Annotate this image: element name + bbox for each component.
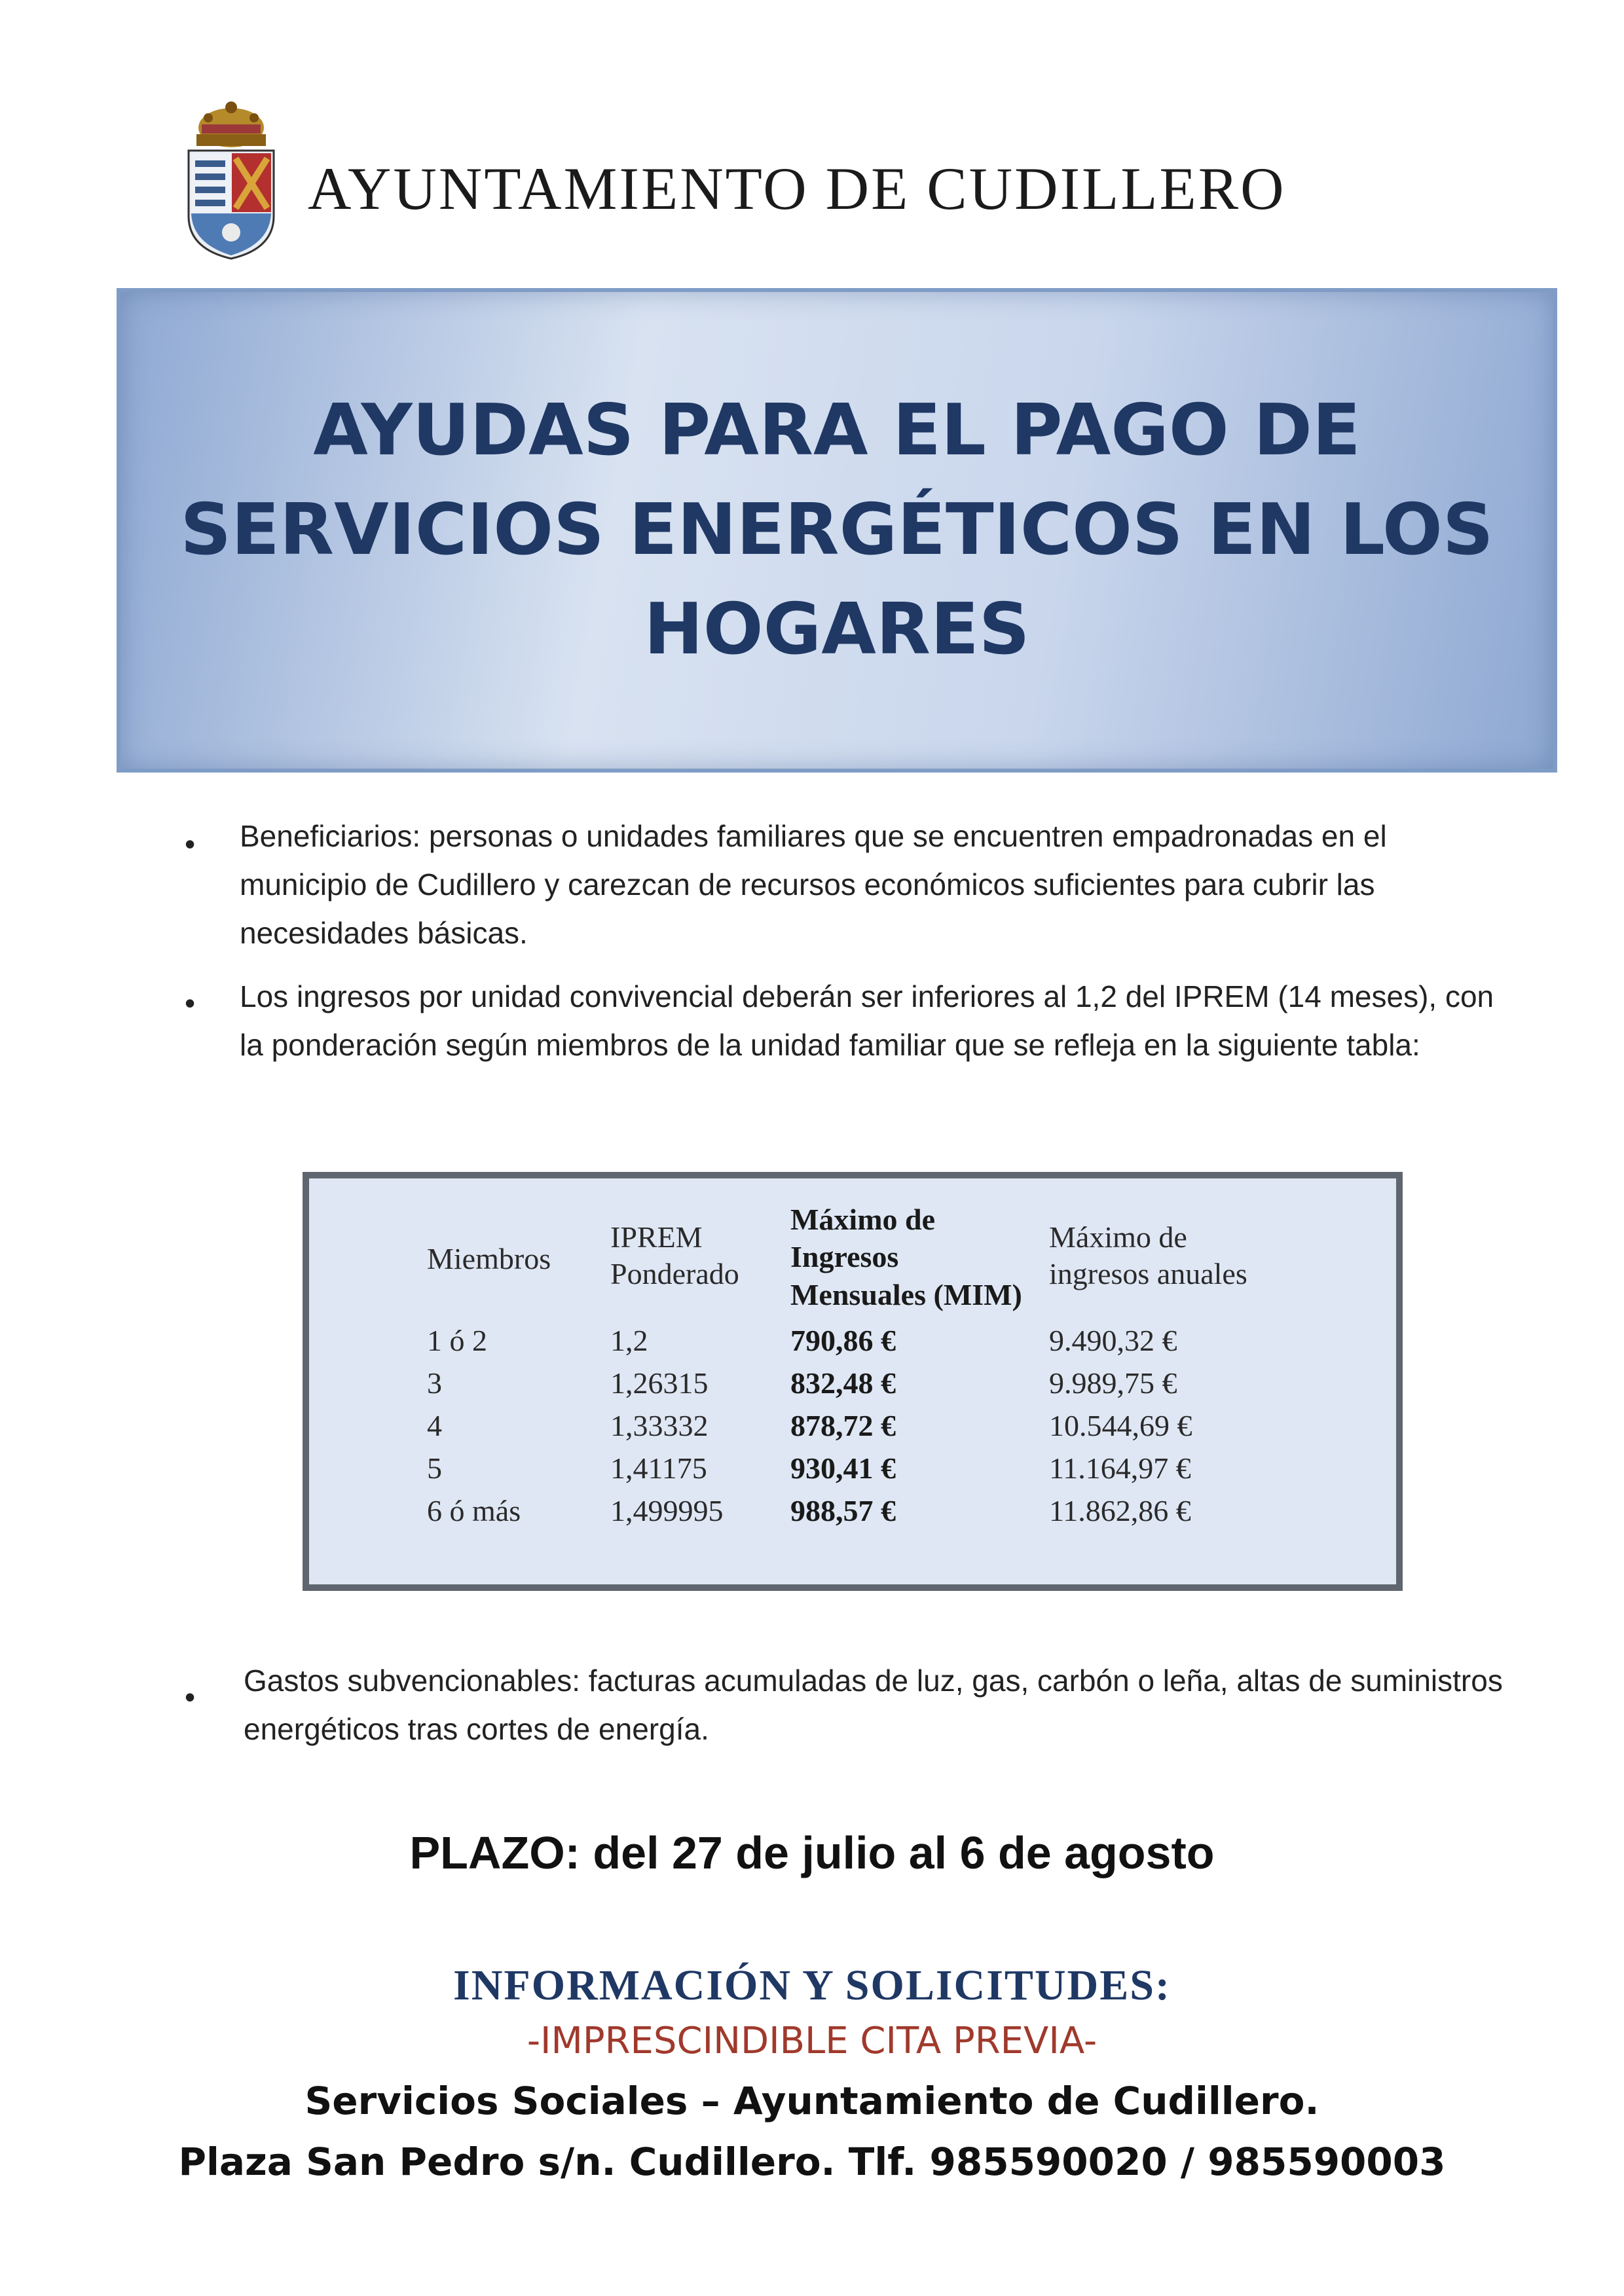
row-2-miembros: 3 <box>427 1366 442 1400</box>
row-2-mim: 832,48 € <box>790 1366 896 1400</box>
organization-name: AYUNTAMIENTO DE CUDILLERO <box>308 155 1286 222</box>
row-2-anual: 9.989,75 € <box>1049 1366 1177 1400</box>
info-title: INFORMACIÓN Y SOLICITUDES: <box>453 1961 1171 2009</box>
row-4-anual: 11.164,97 € <box>1049 1451 1191 1485</box>
gastos-paragraph: Gastos subvencionables: facturas acumuladas de luz, gas, carbón o leña, altas de suministros energéticos tras cortes de energía. <box>244 1664 1503 1746</box>
row-1-anual: 9.490,32 € <box>1049 1324 1177 1357</box>
bullet-dot-icon: • <box>185 827 196 861</box>
header-anual-line-1: Máximo de <box>1049 1220 1187 1254</box>
beneficiarios-paragraph <box>240 812 1510 957</box>
header-mim-line-1: Máximo de <box>790 1203 936 1236</box>
contact-address-phone: Plaza San Pedro s/n. Cudillero. Tlf. 985590020 / 985590003 <box>178 2140 1446 2184</box>
row-3-miembros: 4 <box>427 1409 442 1442</box>
deadline-text: PLAZO: del 27 de julio al 6 de agosto <box>409 1827 1215 1878</box>
banner-title-line-1: AYUDAS PARA EL PAGO DE <box>313 390 1361 471</box>
row-5-mim: 988,57 € <box>790 1494 896 1527</box>
row-1-miembros: 1 ó 2 <box>427 1324 487 1357</box>
banner-title-line-3: HOGARES <box>644 589 1030 670</box>
header-anual-line-2: ingresos anuales <box>1049 1257 1247 1290</box>
contact-office: Servicios Sociales – Ayuntamiento de Cudillero. <box>304 2079 1320 2123</box>
beneficiarios-text: personas o unidades familiares que se encuentren empadronadas en el municipio de Cudillero y carezcan de recursos económicos suficientes para cubrir las necesidades básicas. <box>240 819 1387 950</box>
bullet-dot-icon: • <box>185 986 196 1020</box>
title-banner <box>117 288 1557 773</box>
bullet-dot-icon: • <box>185 1680 196 1714</box>
row-5-miembros: 6 ó más <box>427 1494 521 1527</box>
header-mim-line-3: Mensuales (MIM) <box>790 1278 1022 1311</box>
beneficiarios-label: Beneficiarios: <box>240 819 421 853</box>
row-3-mim: 878,72 € <box>790 1409 896 1442</box>
row-1-iprem: 1,2 <box>610 1324 648 1357</box>
banner-title <box>149 381 1524 680</box>
coat-of-arms-icon <box>182 98 280 262</box>
banner-title-line-2: SERVICIOS ENERGÉTICOS EN LOS <box>180 489 1494 571</box>
row-1-mim: 790,86 € <box>790 1324 896 1357</box>
row-2-iprem: 1,26315 <box>610 1366 709 1400</box>
row-5-iprem: 1,499995 <box>610 1494 724 1527</box>
row-3-iprem: 1,33332 <box>610 1409 709 1442</box>
header-mim-line-2: Ingresos <box>790 1240 899 1273</box>
appointment-notice: -IMPRESCINDIBLE CITA PREVIA- <box>526 2020 1098 2062</box>
header-iprem-line-1: IPREM <box>610 1220 703 1254</box>
row-3-anual: 10.544,69 € <box>1049 1409 1192 1442</box>
row-4-miembros: 5 <box>427 1451 442 1485</box>
income-table <box>303 1172 1403 1591</box>
header-iprem-line-2: Ponderado <box>610 1257 739 1290</box>
header-miembros: Miembros <box>427 1242 551 1275</box>
row-4-iprem: 1,41175 <box>610 1451 707 1485</box>
row-5-anual: 11.862,86 € <box>1049 1494 1191 1527</box>
ingresos-paragraph: Los ingresos por unidad convivencial deberán ser inferiores al 1,2 del IPREM (14 meses), con la ponderación según miembros de la unidad familiar que se refleja en la siguiente tabla: <box>240 979 1494 1062</box>
row-4-mim: 930,41 € <box>790 1451 896 1485</box>
